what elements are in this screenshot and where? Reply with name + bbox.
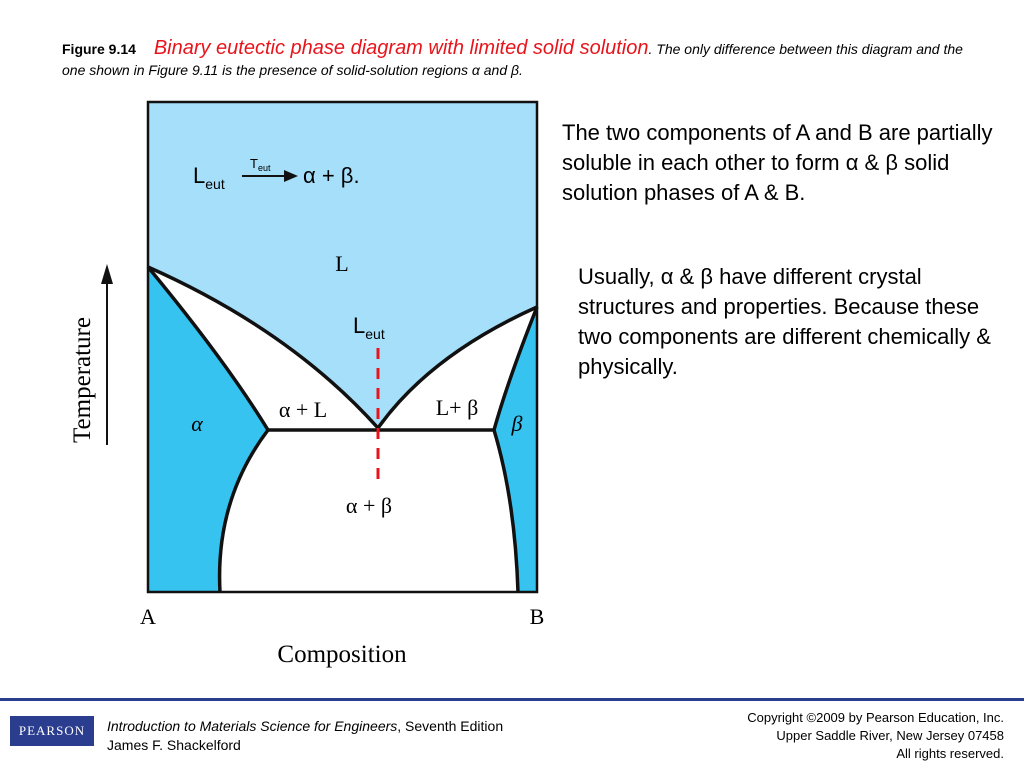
temperature-arrow: [101, 264, 113, 445]
beta-label: β: [511, 411, 523, 436]
figure-title: Binary eutectic phase diagram with limited solid solution: [153, 37, 649, 59]
book-reference: [107, 717, 503, 755]
reaction-condition-sub: eut: [257, 163, 271, 173]
eutectic-point-main: L: [353, 313, 366, 338]
alpha-label: α: [191, 411, 203, 436]
reaction-reactant-sub: eut: [205, 176, 225, 192]
footer-divider: [0, 698, 1024, 701]
alpha-plus-beta-label: α + β: [345, 493, 393, 518]
copyright-notice: [747, 709, 1004, 763]
explanation-paragraph-2: Usually, α & β have different crystal structures and properties. Because these two components are different chemically & physically.: [578, 264, 991, 379]
copyright-line-2: Upper Saddle River, New Jersey 07458: [776, 728, 1004, 743]
figure-number: Figure 9.14: [62, 41, 136, 57]
book-author: James F. Shackelford: [107, 737, 241, 753]
book-title: Introduction to Materials Science for Engineers: [107, 718, 398, 734]
y-axis-label: Temperature: [69, 317, 96, 443]
liquid-plus-beta-label: L+ β: [435, 395, 479, 420]
pearson-logo: PEARSON: [10, 716, 94, 746]
reaction-condition-main: T: [250, 156, 258, 171]
x-axis-label: Composition: [277, 641, 407, 668]
figure-description: . The only difference between this diagram and the one shown in Figure 9.11 is the presence of solid-solution regions α and β.: [62, 41, 963, 78]
eutectic-point-sub: eut: [365, 326, 385, 342]
reaction-product: α + β.: [303, 163, 360, 188]
reaction-reactant-main: L: [193, 163, 206, 188]
component-b-label: B: [529, 604, 545, 629]
alpha-plus-liquid-label: α + L: [278, 397, 328, 422]
copyright-line-3: All rights reserved.: [896, 746, 1004, 761]
book-edition: , Seventh Edition: [397, 718, 504, 734]
component-a-label: A: [140, 604, 156, 629]
copyright-line-1: Copyright ©2009 by Pearson Education, Inc.: [747, 710, 1004, 725]
liquid-label: L: [335, 251, 349, 276]
explanation-paragraph-1: The two components of A and B are partially soluble in each other to form α & β solid solution phases of A & B.: [562, 120, 993, 205]
